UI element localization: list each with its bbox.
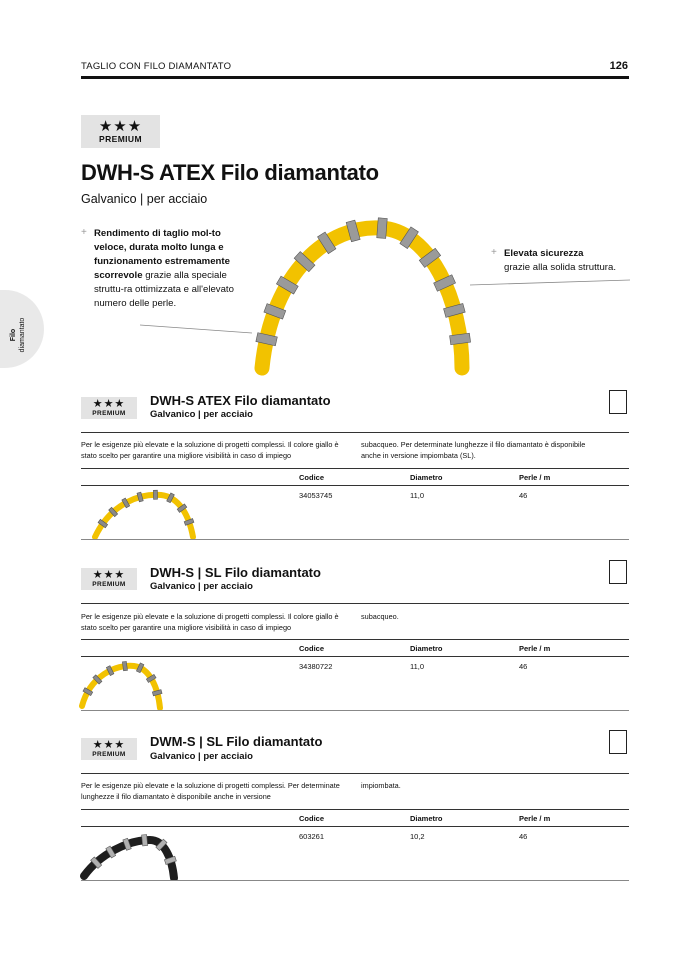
- product-title: DWM-S | SL Filo diamantato: [150, 734, 323, 749]
- feature-left-text: grazie alla speciale struttu-ra ottimizzata e all'elevato numero delle perle.: [94, 270, 234, 309]
- divider: [81, 710, 629, 711]
- premium-badge: [81, 397, 137, 419]
- divider: [81, 468, 629, 469]
- table-cell-beads: 46: [519, 491, 528, 500]
- premium-label: PREMIUM: [92, 581, 126, 588]
- hero-wire-illustration: [0, 0, 678, 380]
- column-header-code: Codice: [299, 814, 325, 823]
- table-cell-code: 34380722: [299, 662, 333, 671]
- plus-icon: +: [81, 227, 87, 238]
- table-cell-diameter: 10,2: [410, 832, 425, 841]
- product-description-col2: subacqueo. Per determinate lunghezze il filo diamantato è disponibile anche in versione impiombata (SL).: [361, 440, 586, 460]
- wire-bead: [153, 490, 157, 499]
- product-description-col1: Per le esigenze più elevate e la soluzione di progetti complessi. Il colore giallo è stato scelto per garantire una migliore visibilità in caso di impiego: [81, 440, 339, 460]
- premium-label: PREMIUM: [99, 134, 142, 144]
- divider: [81, 603, 629, 604]
- wire-bead: [122, 661, 127, 670]
- product-title: DWH-S ATEX Filo diamantato: [150, 393, 331, 408]
- page-subtitle: Galvanico | per acciaio: [81, 192, 208, 206]
- table-cell-beads: 46: [519, 662, 528, 671]
- callout-line-left: [140, 325, 252, 333]
- column-header-diameter: Diametro: [410, 473, 443, 482]
- product-wire-thumbnail: [78, 826, 188, 881]
- wire-bead: [377, 218, 388, 239]
- product-wire-thumbnail: [76, 656, 176, 711]
- wire-rope: [262, 228, 462, 368]
- divider: [81, 639, 629, 640]
- premium-label: PREMIUM: [92, 410, 126, 417]
- product-title: DWH-S | SL Filo diamantato: [150, 565, 321, 580]
- callout-line-right: [470, 280, 630, 285]
- section-title: TAGLIO CON FILO DIAMANTATO: [81, 61, 232, 72]
- product-subtitle: Galvanico | per acciaio: [150, 581, 253, 592]
- star-icons: ★★★: [92, 398, 126, 410]
- table-cell-code: 603261: [299, 832, 325, 841]
- page-number: 126: [609, 60, 628, 72]
- certification-icon: [609, 730, 627, 754]
- feature-left-bold: Rendimento di taglio mol-to veloce, durata molto lunga e funzionamento estremamente scorrevole: [94, 228, 230, 281]
- star-icons: ★★★: [98, 118, 143, 135]
- column-header-code: Codice: [299, 473, 325, 482]
- product-description-col1: Per le esigenze più elevate e la soluzione di progetti complessi. Il colore giallo è stato scelto per garantire una migliore visibilità in caso di impiego: [81, 612, 339, 632]
- wire-rope: [82, 666, 160, 708]
- premium-label: PREMIUM: [92, 751, 126, 758]
- table-cell-beads: 46: [519, 832, 528, 841]
- wire-bead: [142, 835, 148, 846]
- premium-badge: [81, 568, 137, 590]
- table-cell-diameter: 11,0: [410, 491, 425, 500]
- product-description-col2: subacqueo.: [361, 612, 399, 621]
- table-cell-code: 34053745: [299, 491, 333, 500]
- premium-badge: [81, 738, 137, 760]
- product-wire-thumbnail: [81, 485, 211, 540]
- column-header-diameter: Diametro: [410, 644, 443, 653]
- column-header-beads: Perle / m: [519, 473, 551, 482]
- certification-icon: [609, 560, 627, 584]
- wire-beads: [256, 218, 471, 346]
- feature-right-text: grazie alla solida struttura.: [504, 262, 616, 273]
- divider: [81, 539, 629, 540]
- feature-right-bold: Elevata sicurezza: [504, 248, 584, 259]
- divider: [81, 880, 629, 881]
- product-subtitle: Galvanico | per acciaio: [150, 751, 253, 762]
- table-cell-diameter: 11,0: [410, 662, 425, 671]
- certification-icon: [609, 390, 627, 414]
- column-header-beads: Perle / m: [519, 814, 551, 823]
- product-subtitle: Galvanico | per acciaio: [150, 409, 253, 420]
- page-title: DWH-S ATEX Filo diamantato: [81, 160, 379, 185]
- wire-rope: [95, 495, 193, 537]
- product-description-col1: Per le esigenze più elevate e la soluzione di progetti complessi. Per determinate lunghezze il filo diamantato è disponibile anche in versione: [81, 781, 340, 801]
- divider: [81, 432, 629, 433]
- side-tab-line1: Filo: [10, 328, 17, 342]
- star-icons: ★★★: [92, 569, 126, 581]
- star-icons: ★★★: [92, 739, 126, 751]
- plus-icon: +: [491, 247, 497, 258]
- column-header-code: Codice: [299, 644, 325, 653]
- divider: [81, 773, 629, 774]
- column-header-diameter: Diametro: [410, 814, 443, 823]
- product-description-col2: impiombata.: [361, 781, 401, 790]
- divider: [81, 809, 629, 810]
- column-header-beads: Perle / m: [519, 644, 551, 653]
- side-tab-line2: diamantato: [19, 317, 26, 353]
